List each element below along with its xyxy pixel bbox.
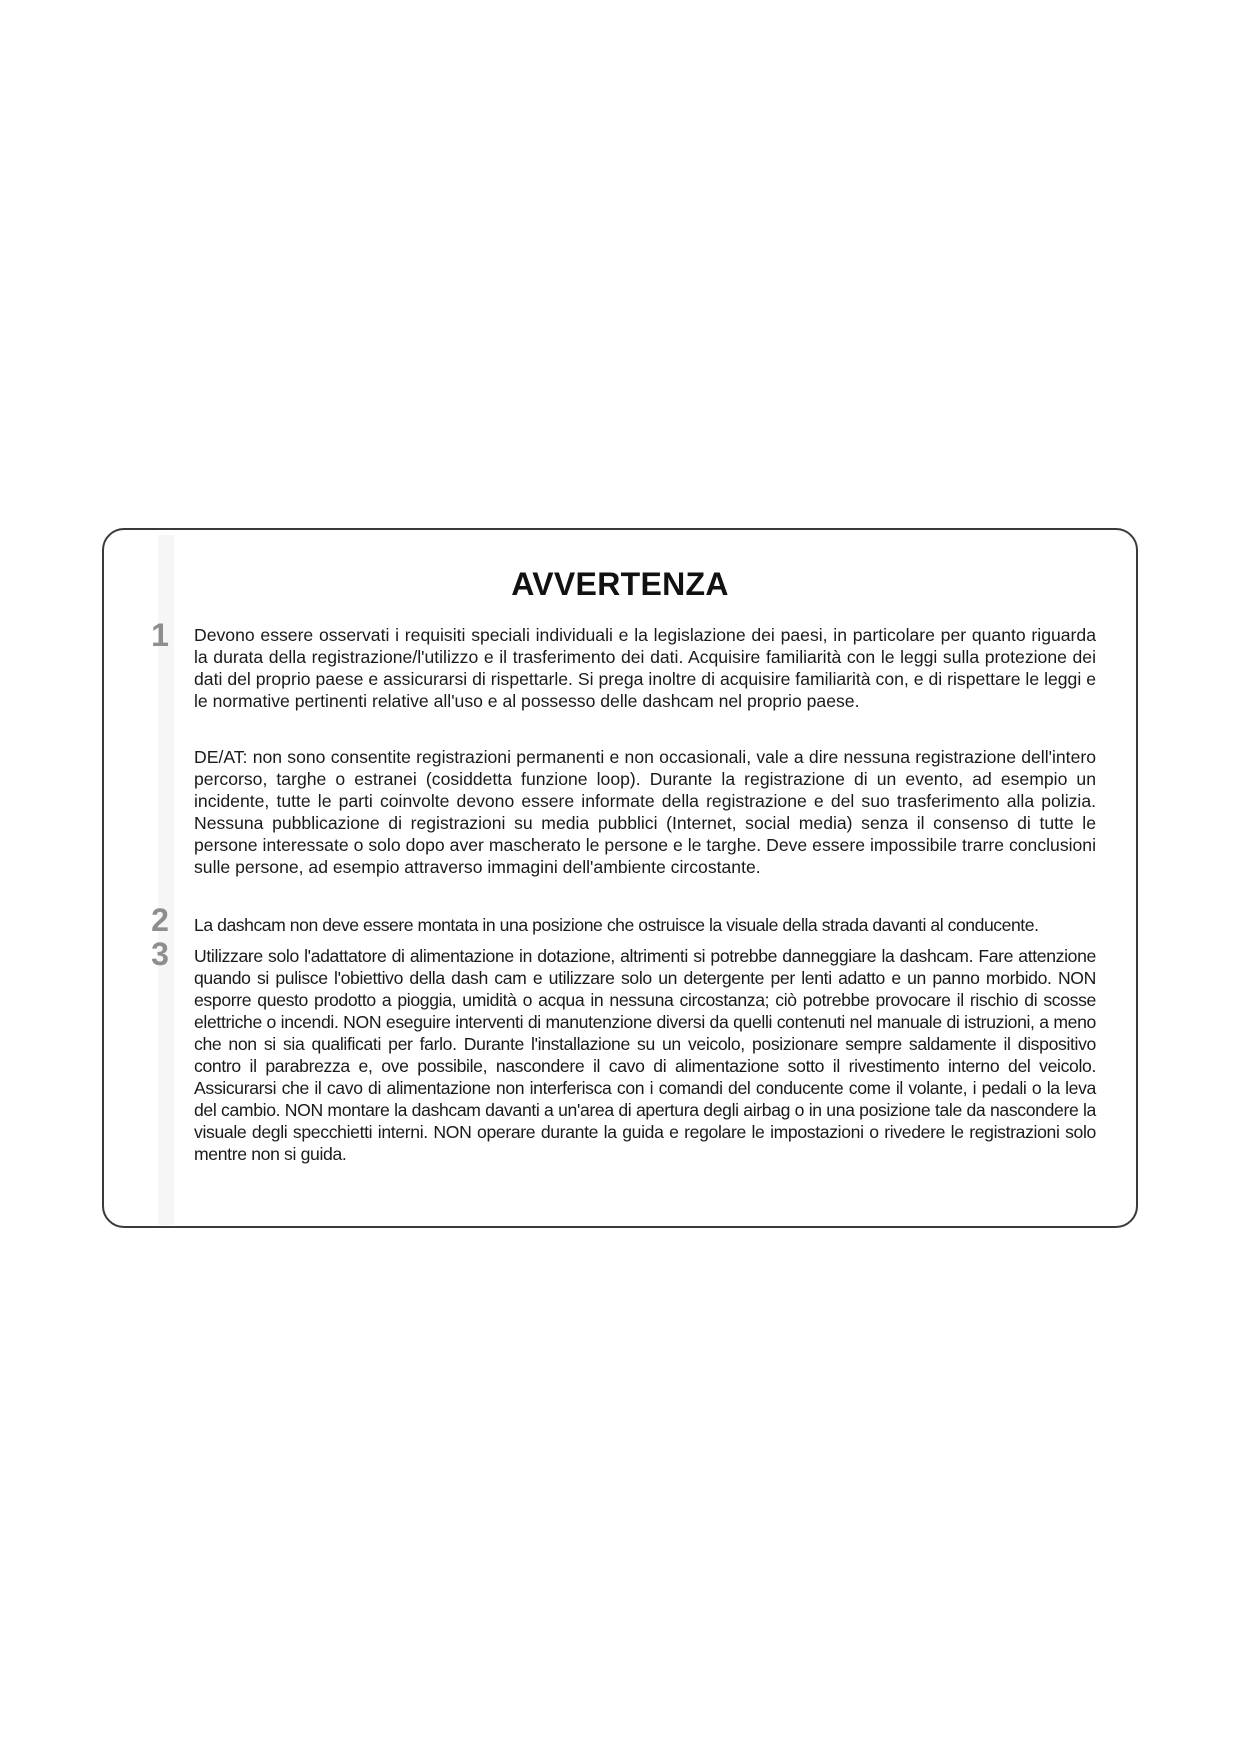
item-3-paragraph-1: Utilizzare solo l'adattatore di alimentazione in dotazione, altrimenti si potrebbe danneggiare la dashcam. Fare attenzione quando si pulisce l'obiettivo della dash cam e utilizzare solo un detergente per lenti adatto e un panno morbido. NON esporre questo prodotto a pioggia, umidità o acqua in nessuna circostanza; ciò potrebbe provocare il rischio di scosse elettriche o incendi. NON eseguire interventi di manutenzione diversi da quelli contenuti nel manuale di istruzioni, a meno che non si sia qualificati per farlo. Durante l'installazione su un veicolo, posizionare sempre saldamente il dispositivo contro il parabrezza e, ove possibile, nascondere il cavo di alimentazione sotto il rivestimento interno del veicolo. Assicurarsi che il cavo di alimentazione non interferisca con i comandi del conducente come il volante, i pedali o la leva del cambio. NON montare la dashcam davanti a un'area di apertura degli airbag o in una posizione tale da nascondere la visuale degli specchietti interni. NON operare durante la guida e regolare le impostazioni o rivedere le registrazioni solo mentre non si guida. — [194, 946, 1096, 1164]
item-1-paragraph-2: DE/AT: non sono consentite registrazioni permanenti e non occasionali, vale a dire nessuna registrazione dell'intero percorso, targhe o estranei (cosiddetta funzione loop). Durante la registrazione di un evento, ad esempio un incidente, tutte le parti coinvolte devono essere informate della registrazione e del suo trasferimento alla polizia. Nessuna pubblicazione di registrazioni su media pubblici (Internet, social media) senza il consenso di tutte le persone interessate o solo dopo aver mascherato le persone e le targhe. Deve essere impossibile trarre conclusioni sulle persone, ad esempio attraverso immagini dell'ambiente circostante. — [194, 747, 1096, 877]
item-number-3: 3 — [151, 936, 169, 972]
item-number-1: 1 — [151, 617, 169, 653]
item-number-2: 2 — [151, 902, 169, 938]
item-1-paragraph-1: Devono essere osservati i requisiti speciali individuali e la legislazione dei paesi, in particolare per quanto riguarda la durata della registrazione/l'utilizzo e il trasferimento dei dati. Acquisire familiarità con le leggi sulla protezione dei dati del proprio paese e assicurarsi di rispettarle. Si prega inoltre di acquisire familiarità con, e di rispettare le leggi e le normative pertinenti relative all'uso e al possesso delle dashcam nel proprio paese. — [194, 625, 1096, 711]
item-2-paragraph-1: La dashcam non deve essere montata in una posizione che ostruisce la visuale della strada davanti al conducente. — [194, 915, 1039, 935]
warning-title: AVVERTENZA — [511, 566, 729, 602]
